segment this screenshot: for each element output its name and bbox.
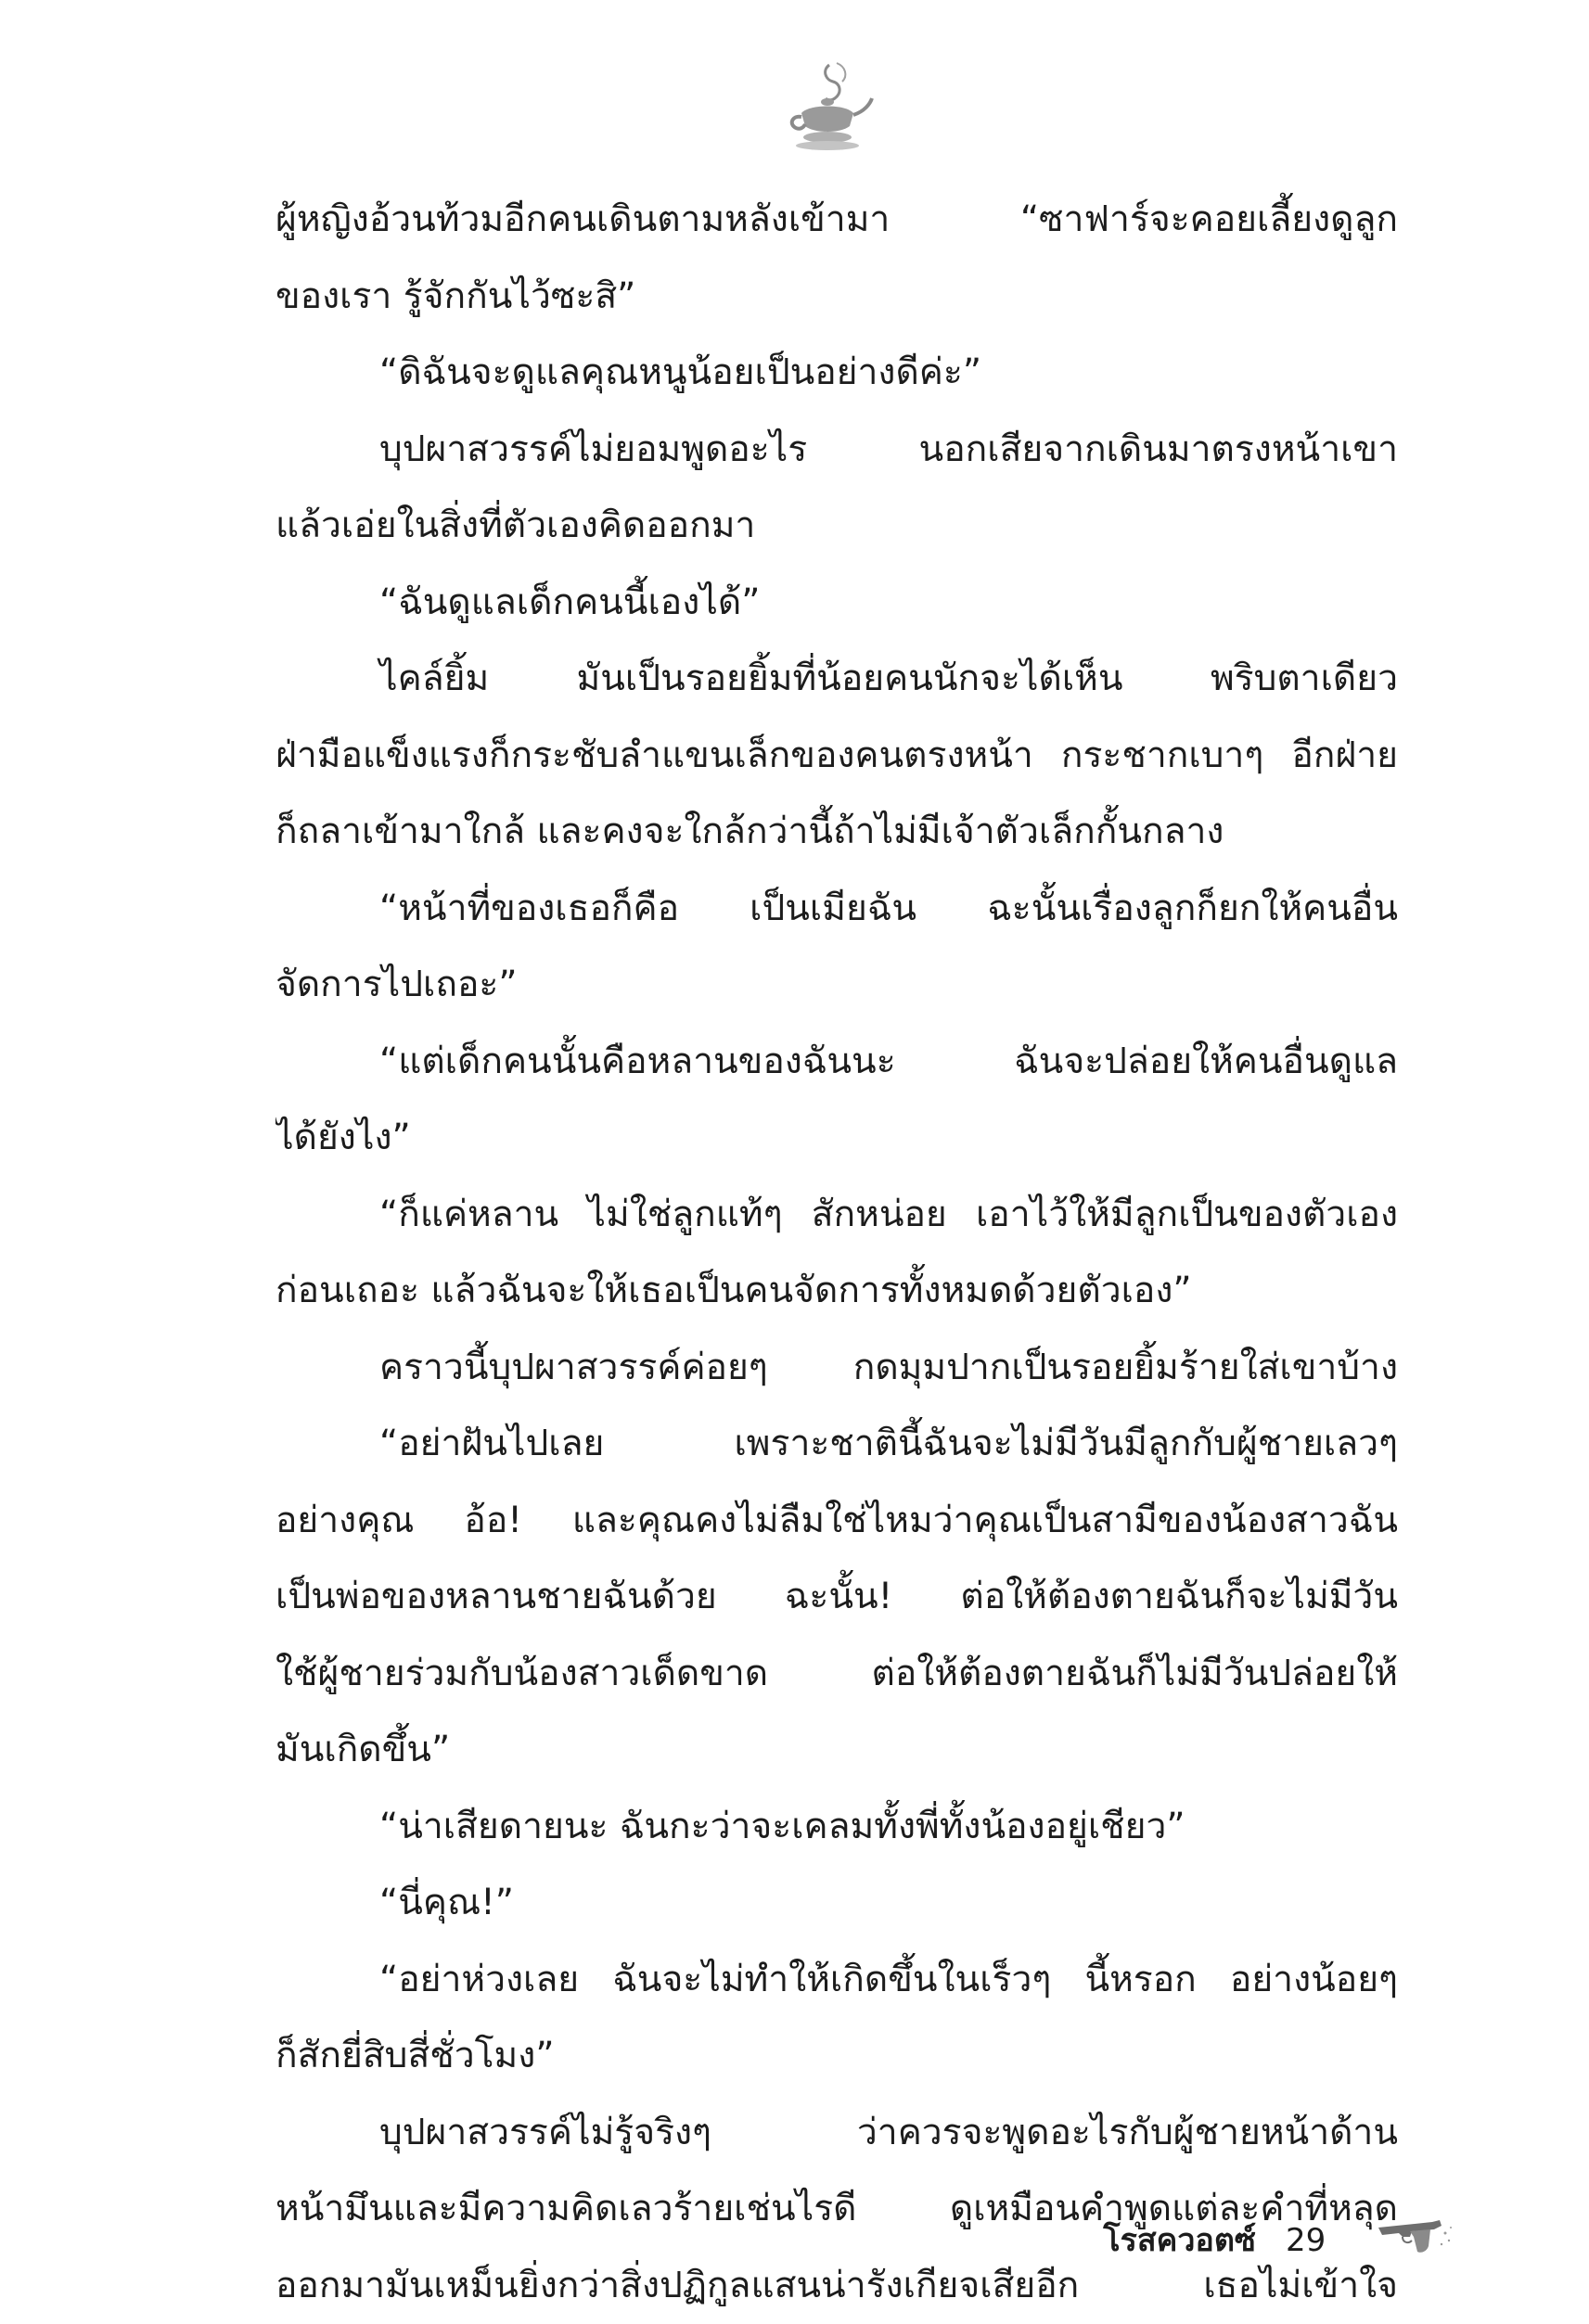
text-line-19: เป็นพ่อของหลานชายฉันด้วย ฉะนั้น! ต่อให้ต้องตายฉันก็จะไม่มีวัน	[276, 1559, 1398, 1636]
text-line-18: อย่างคุณ อ้อ! และคุณคงไม่ลืมใช่ไหมว่าคุณเป็นสามีของน้องสาวฉัน	[276, 1483, 1398, 1560]
page-number: 29	[1286, 2213, 1326, 2268]
text-line-27: หน้ามึนและมีความคิดเลวร้ายเช่นไรดี ดูเหมือนคำพูดแต่ละคำที่หลุด	[276, 2171, 1398, 2248]
text-line-3: “ดิฉันจะดูแลคุณหนูน้อยเป็นอย่างดีค่ะ”	[276, 335, 1398, 412]
text-line-11: จัดการไปเถอะ”	[276, 947, 1398, 1024]
text-line-9: ก็ถลาเข้ามาใกล้ และคงจะใกล้กว่านี้ถ้าไม่มีเจ้าตัวเล็กกั้นกลาง	[276, 794, 1398, 871]
text-line-16: คราวนี้บุปผาสวรรค์ค่อยๆ กดมุมปากเป็นรอยยิ้มร้ายใส่เขาบ้าง	[276, 1330, 1398, 1407]
book-title: โรสควอตซ์	[1061, 2213, 1256, 2268]
text-line-1: ผู้หญิงอ้วนท้วมอีกคนเดินตามหลังเข้ามา “ซาฟาร์จะคอยเลี้ยงดูลูก	[276, 182, 1398, 259]
text-line-12: “แต่เด็กคนนั้นคือหลานของฉันนะ ฉันจะปล่อยให้คนอื่นดูแล	[276, 1024, 1398, 1101]
text-line-22: “น่าเสียดายนะ ฉันกะว่าจะเคลมทั้งพี่ทั้งน้องอยู่เชียว”	[276, 1789, 1398, 1866]
body-text	[276, 182, 1398, 2324]
text-line-24: “อย่าห่วงเลย ฉันจะไม่ทำให้เกิดขึ้นในเร็วๆ นี้หรอก อย่างน้อยๆ	[276, 1942, 1398, 2019]
text-line-15: ก่อนเถอะ แล้วฉันจะให้เธอเป็นคนจัดการทั้งหมดด้วยตัวเอง”	[276, 1253, 1398, 1330]
magic-lamp-icon	[781, 57, 874, 160]
text-line-14: “ก็แค่หลาน ไม่ใช่ลูกแท้ๆ สักหน่อย เอาไว้ให้มีลูกเป็นของตัวเอง	[276, 1177, 1398, 1254]
text-line-10: “หน้าที่ของเธอก็คือ เป็นเมียฉัน ฉะนั้นเรื่องลูกก็ยกให้คนอื่น	[276, 871, 1398, 948]
text-line-21: มันเกิดขึ้น”	[276, 1712, 1398, 1789]
text-line-4: บุปผาสวรรค์ไม่ยอมพูดอะไร นอกเสียจากเดินมาตรงหน้าเขา	[276, 412, 1398, 489]
text-line-17: “อย่าฝันไปเลย เพราะชาตินี้ฉันจะไม่มีวันมีลูกกับผู้ชายเลวๆ	[276, 1406, 1398, 1483]
text-line-20: ใช้ผู้ชายร่วมกับน้องสาวเด็ดขาด ต่อให้ต้องตายฉันก็ไม่มีวันปล่อยให้	[276, 1636, 1398, 1713]
pistol-icon	[1375, 2215, 1454, 2259]
text-line-28: ออกมามันเหม็นยิ่งกว่าสิ่งปฏิกูลแสนน่ารังเกียจเสียอีก เธอไม่เข้าใจ	[276, 2248, 1398, 2324]
text-line-5: แล้วเอ่ยในสิ่งที่ตัวเองคิดออกมา	[276, 488, 1398, 565]
text-line-6: “ฉันดูแลเด็กคนนี้เองได้”	[276, 565, 1398, 642]
text-line-7: ไคล์ยิ้ม มันเป็นรอยยิ้มที่น้อยคนนักจะได้เห็น พริบตาเดียว	[276, 641, 1398, 718]
text-line-2: ของเรา รู้จักกันไว้ซะสิ”	[276, 259, 1398, 336]
text-line-26: บุปผาสวรรค์ไม่รู้จริงๆ ว่าควรจะพูดอะไรกับผู้ชายหน้าด้าน	[276, 2095, 1398, 2172]
text-line-23: “นี่คุณ!”	[276, 1865, 1398, 1942]
text-line-25: ก็สักยี่สิบสี่ชั่วโมง”	[276, 2018, 1398, 2095]
text-line-8: ฝ่ามือแข็งแรงก็กระชับลำแขนเล็กของคนตรงหน้า กระชากเบาๆ อีกฝ่าย	[276, 718, 1398, 795]
text-line-13: ได้ยังไง”	[276, 1100, 1398, 1177]
